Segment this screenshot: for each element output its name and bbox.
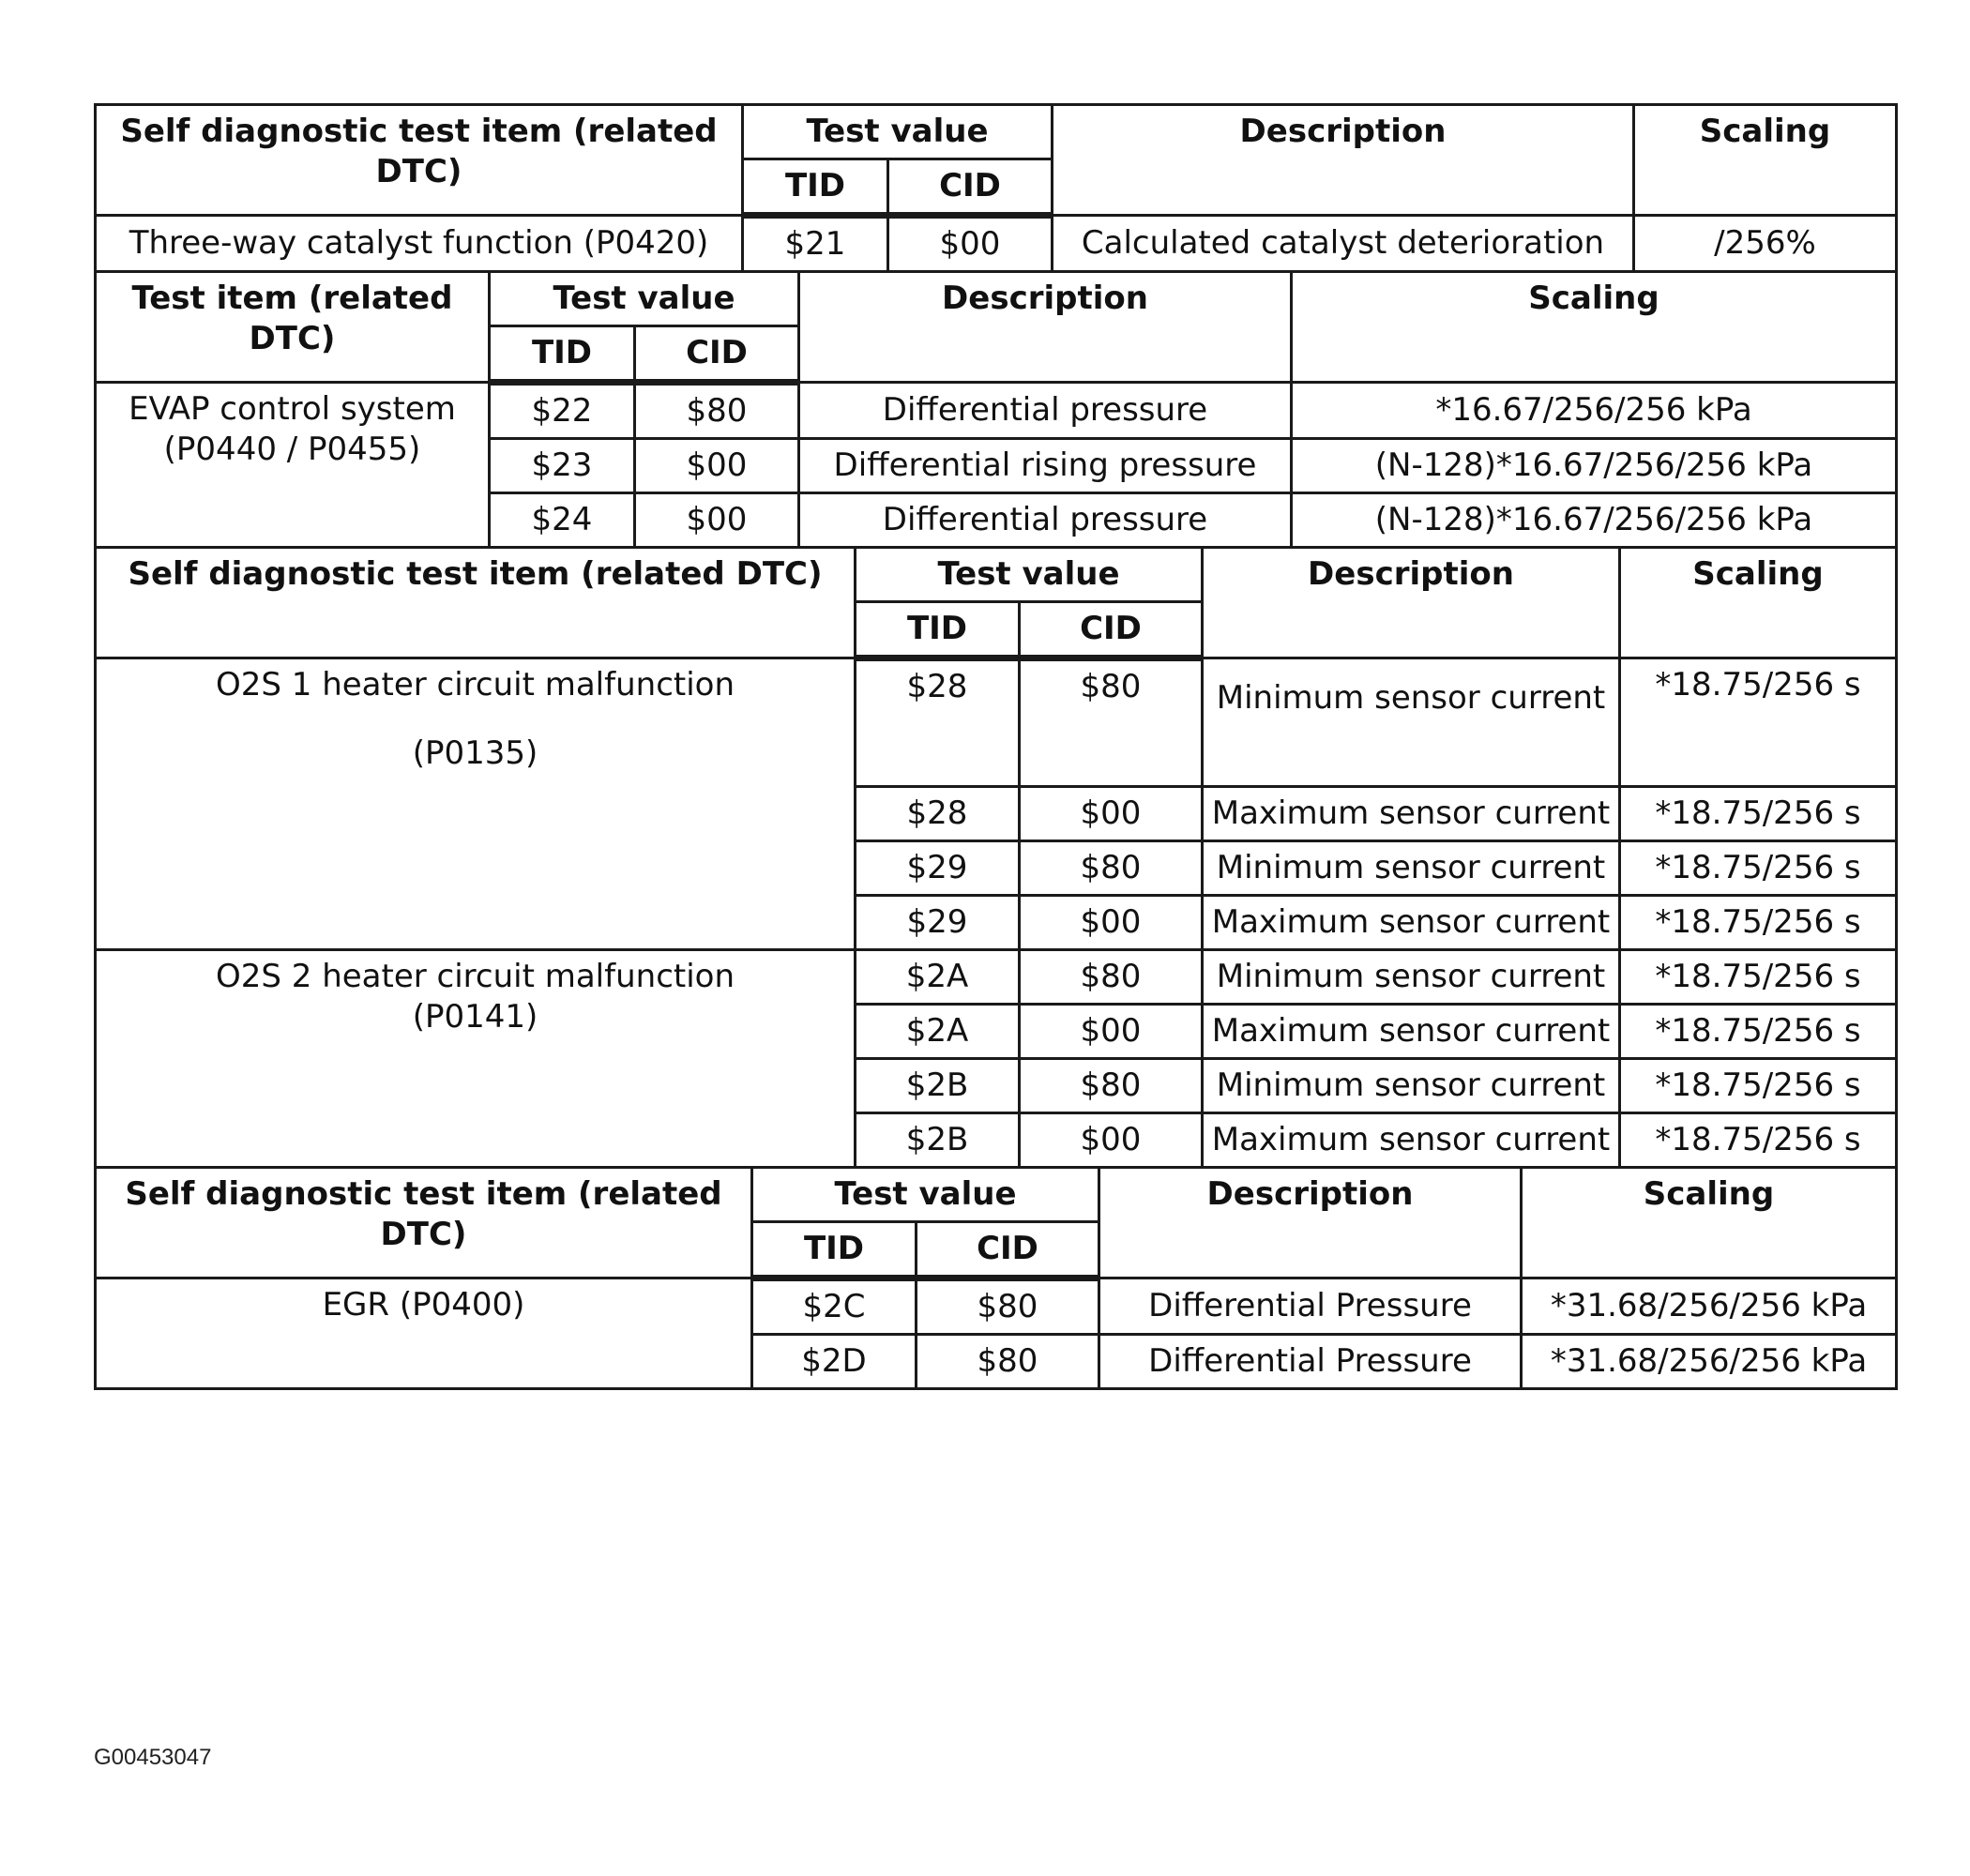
item-cell: EGR (P0400): [96, 1278, 752, 1389]
header-test-value: Test value: [856, 548, 1203, 602]
cid-cell: $00: [888, 216, 1053, 272]
header-item: Self diagnostic test item (related DTC): [96, 548, 856, 658]
table-row: [96, 216, 1897, 272]
scaling-cell: *18.75/256 s: [1620, 1113, 1897, 1168]
tid-cell: $29: [856, 841, 1020, 896]
description-cell: Maximum sensor current: [1203, 1113, 1620, 1168]
item-cell: [96, 658, 856, 950]
egr-test-table: [94, 1166, 1898, 1390]
diagnostic-tables: [94, 103, 1895, 1390]
description-cell: Differential rising pressure: [799, 439, 1292, 493]
cid-cell: $80: [1020, 1059, 1203, 1113]
cid-cell: $80: [1020, 950, 1203, 1005]
cid-cell: $00: [635, 439, 799, 493]
description-text: Minimum sensor current: [1216, 679, 1606, 717]
header-scaling: Scaling: [1634, 105, 1897, 216]
header-cid: CID: [917, 1222, 1099, 1278]
description-cell: Differential Pressure: [1099, 1335, 1522, 1389]
header-test-value: Test value: [743, 105, 1053, 159]
header-item: Test item (related DTC): [96, 272, 490, 383]
header-cid: CID: [1020, 602, 1203, 658]
description-cell: Differential Pressure: [1099, 1278, 1522, 1335]
tid-cell: $22: [490, 383, 635, 439]
cid-cell: $00: [1020, 787, 1203, 841]
item-cell: EVAP control system (P0440 / P0455): [96, 383, 490, 548]
tid-cell: $2C: [752, 1278, 917, 1335]
tid-cell: $24: [490, 493, 635, 548]
item-dtc: (P0141): [412, 998, 538, 1036]
header-item: Self diagnostic test item (related DTC): [96, 1168, 752, 1278]
description-cell: Differential pressure: [799, 493, 1292, 548]
description-cell: Calculated catalyst deterioration: [1053, 216, 1634, 272]
header-scaling: Scaling: [1620, 548, 1897, 658]
cid-cell: $80: [1020, 841, 1203, 896]
tid-cell: $2B: [856, 1113, 1020, 1168]
figure-id: G00453047: [94, 1745, 212, 1770]
cid-cell: $00: [1020, 1005, 1203, 1059]
tid-cell: $21: [743, 216, 888, 272]
table-row: [96, 1278, 1897, 1335]
cid-cell: $80: [1020, 658, 1203, 787]
scaling-cell: *18.75/256 s: [1620, 1005, 1897, 1059]
scaling-cell: *18.75/256 s: [1620, 1059, 1897, 1113]
header-tid: TID: [490, 326, 635, 383]
scaling-cell: *31.68/256/256 kPa: [1522, 1278, 1897, 1335]
catalyst-test-table: [94, 103, 1898, 273]
scaling-cell: *31.68/256/256 kPa: [1522, 1335, 1897, 1389]
scaling-cell: *18.75/256 s: [1620, 896, 1897, 950]
tid-cell: $28: [856, 658, 1020, 787]
header-description: Description: [799, 272, 1292, 383]
scaling-cell: *18.75/256 s: [1620, 841, 1897, 896]
description-cell: Minimum sensor current: [1203, 1059, 1620, 1113]
header-scaling: Scaling: [1522, 1168, 1897, 1278]
scaling-cell: *16.67/256/256 kPa: [1292, 383, 1897, 439]
header-test-value: Test value: [490, 272, 799, 326]
item-cell: [96, 950, 856, 1168]
scaling-cell: *18.75/256 s: [1620, 950, 1897, 1005]
header-tid: TID: [752, 1222, 917, 1278]
item-name: O2S 2 heater circuit malfunction: [215, 958, 735, 995]
table-row: [96, 658, 1897, 787]
header-description: Description: [1053, 105, 1634, 216]
description-cell: Maximum sensor current: [1203, 787, 1620, 841]
header-cid: CID: [635, 326, 799, 383]
cid-cell: $00: [1020, 1113, 1203, 1168]
cid-cell: $80: [917, 1278, 1099, 1335]
tid-cell: $29: [856, 896, 1020, 950]
scaling-cell: (N-128)*16.67/256/256 kPa: [1292, 439, 1897, 493]
o2s-heater-test-table: [94, 546, 1898, 1169]
header-tid: TID: [743, 159, 888, 216]
header-tid: TID: [856, 602, 1020, 658]
tid-cell: $23: [490, 439, 635, 493]
header-cid: CID: [888, 159, 1053, 216]
header-description: Description: [1099, 1168, 1522, 1278]
scaling-cell: (N-128)*16.67/256/256 kPa: [1292, 493, 1897, 548]
cid-cell: $00: [635, 493, 799, 548]
cid-cell: $00: [1020, 896, 1203, 950]
scaling-cell: *18.75/256 s: [1620, 787, 1897, 841]
evap-test-table: [94, 270, 1898, 549]
description-cell: Maximum sensor current: [1203, 1005, 1620, 1059]
description-cell: [1203, 658, 1620, 787]
header-scaling: Scaling: [1292, 272, 1897, 383]
tid-cell: $2B: [856, 1059, 1020, 1113]
header-description: Description: [1203, 548, 1620, 658]
scaling-cell: *18.75/256 s: [1620, 658, 1897, 787]
tid-cell: $2A: [856, 1005, 1020, 1059]
item-cell: Three-way catalyst function (P0420): [96, 216, 743, 272]
header-item: Self diagnostic test item (related DTC): [96, 105, 743, 216]
description-cell: Differential pressure: [799, 383, 1292, 439]
cid-cell: $80: [635, 383, 799, 439]
description-cell: Minimum sensor current: [1203, 841, 1620, 896]
header-test-value: Test value: [752, 1168, 1099, 1222]
table-row: [96, 383, 1897, 439]
table-row: [96, 950, 1897, 1005]
description-cell: Maximum sensor current: [1203, 896, 1620, 950]
cid-cell: $80: [917, 1335, 1099, 1389]
tid-cell: $2A: [856, 950, 1020, 1005]
tid-cell: $2D: [752, 1335, 917, 1389]
scaling-cell: /256%: [1634, 216, 1897, 272]
description-cell: Minimum sensor current: [1203, 950, 1620, 1005]
item-name: O2S 1 heater circuit malfunction: [215, 666, 735, 704]
item-dtc: (P0135): [412, 734, 538, 772]
tid-cell: $28: [856, 787, 1020, 841]
